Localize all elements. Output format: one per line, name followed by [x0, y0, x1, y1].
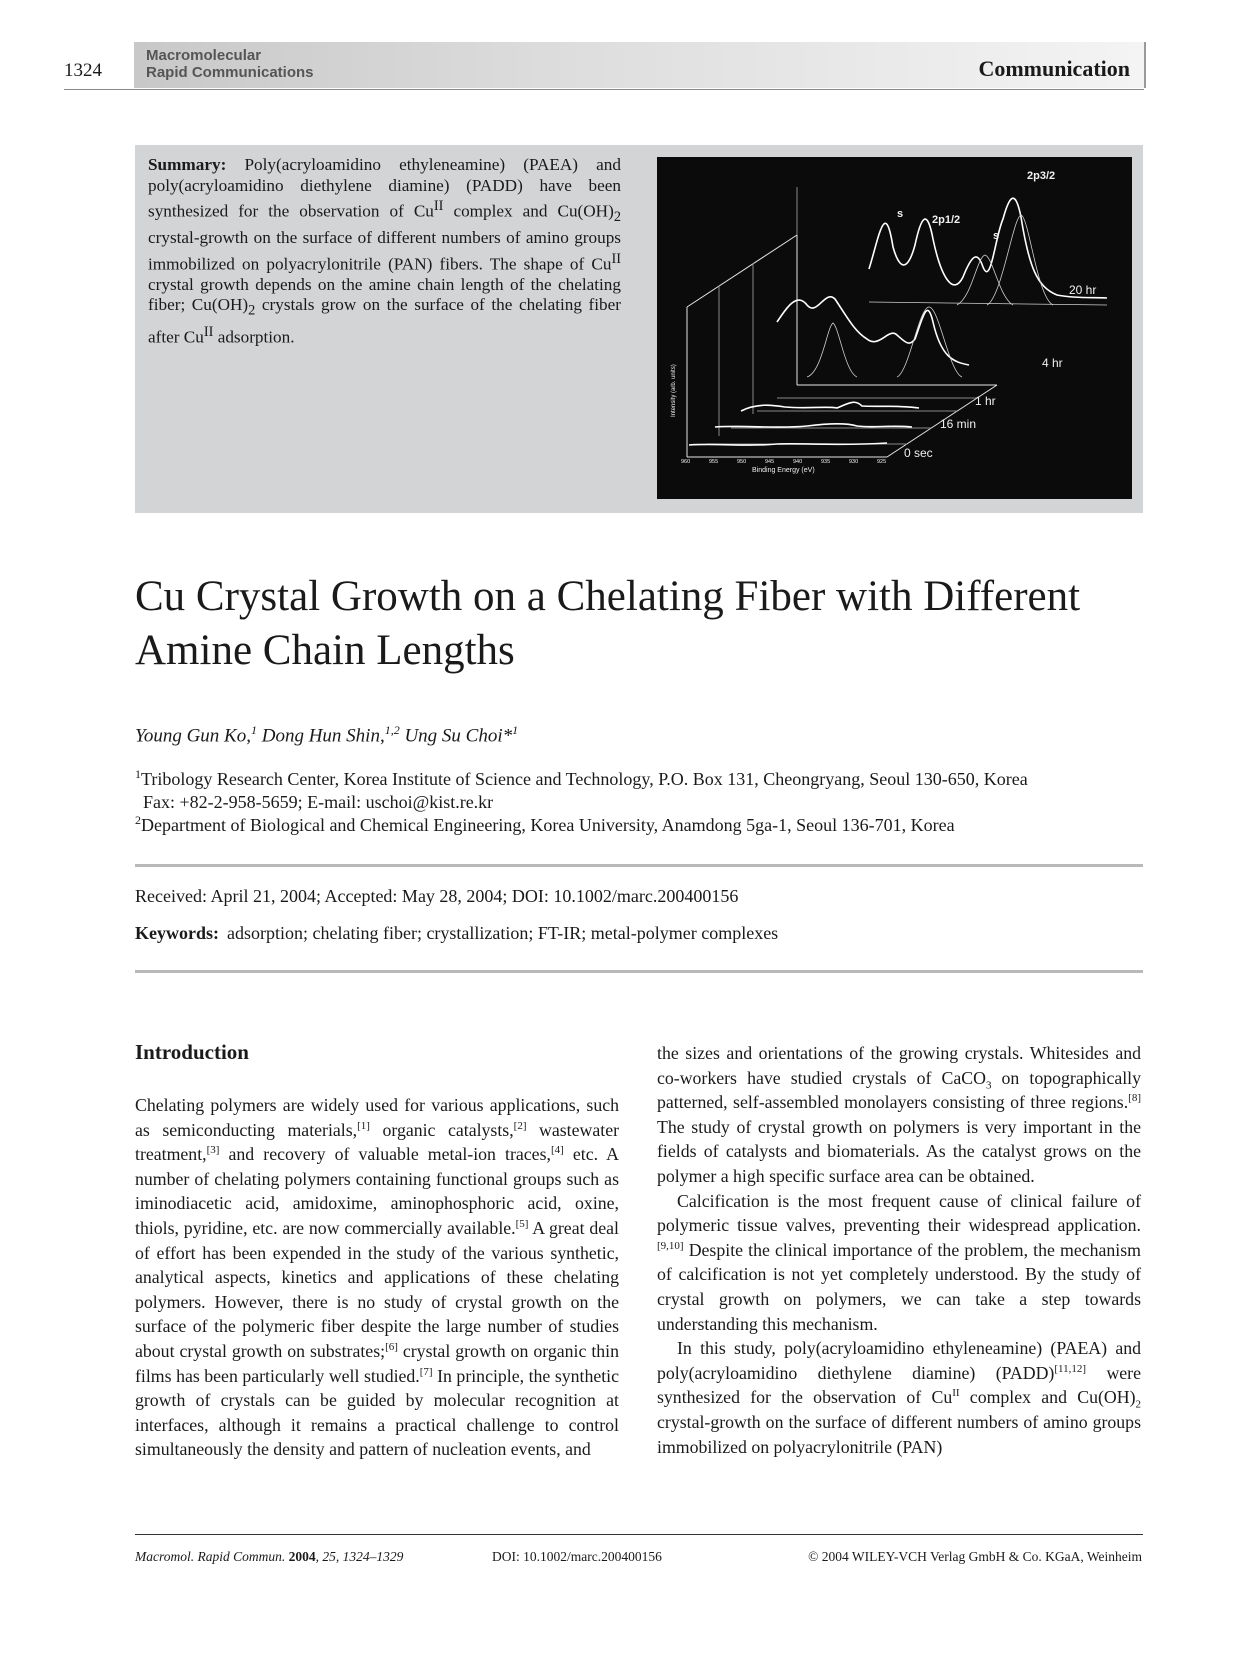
- footer-vol-pages: , 25, 1324–1329: [315, 1549, 404, 1564]
- subscript: 2: [1135, 1398, 1141, 1411]
- citation-ref: [11,12]: [1054, 1362, 1087, 1375]
- page-number: 1324: [64, 60, 102, 81]
- citation-ref: [4]: [550, 1144, 564, 1157]
- xps-figure: [657, 157, 1132, 499]
- divider-bottom: [135, 970, 1143, 973]
- text-run: A great deal of effort has been expended in the study of the various synthetic, analytical aspects, kinetics and applications of these chelating polymers. However, there is no study of crystal growth on the surface of the polymeric fiber despite the large number of studies about crystal growth on substrates;: [135, 1217, 619, 1361]
- summary-label: Summary:: [148, 155, 227, 174]
- section-label: Communication: [978, 56, 1130, 81]
- section-heading-introduction: Introduction: [135, 1040, 249, 1064]
- footer-journal: Macromol. Rapid Commun.: [135, 1549, 286, 1564]
- citation-ref: [9,10]: [657, 1239, 684, 1252]
- summary-text-run: adsorption.: [213, 327, 295, 347]
- journal-name-line2: Rapid Communications: [146, 64, 314, 81]
- series-label-20-hr: 20 hr: [1069, 283, 1097, 297]
- summary-text-run: crystal-growth on the surface of different numbers of amino groups immobilized on polyacrylonitrile (PAN) fibers. The shape of Cu: [148, 227, 621, 274]
- y-axis-label: Intensity (arb. units): [671, 364, 677, 417]
- trace-0-sec: [689, 443, 887, 445]
- received-line: Received: April 21, 2004; Accepted: May 28, 2004; DOI: 10.1002/marc.200400156: [135, 886, 739, 906]
- paragraph: [135, 1093, 619, 1462]
- summary-text-run: crystals grow on the surface of the chelating fiber after Cu: [148, 295, 621, 347]
- superscript: II: [203, 323, 214, 340]
- text-run: the sizes and orientations of the growing crystals. Whitesides and co-workers have studied crystals of CaCO: [657, 1043, 1141, 1088]
- text-run: Despite the clinical importance of the problem, the mechanism of calcification is not yet completely understood. By the study of crystal growth on polymers, we can take a step towards understanding this mechanism.: [657, 1239, 1141, 1334]
- trace-16-min: [715, 424, 912, 427]
- citation-ref: [5]: [515, 1218, 529, 1231]
- text-run: Calcification is the most frequent cause of clinical failure of polymeric tissue valves, preventing their widespread application.: [657, 1190, 1141, 1236]
- keywords-label: Keywords:: [135, 923, 219, 943]
- peak-label-s2: s: [993, 230, 1000, 242]
- summary-text: [148, 155, 621, 348]
- affiliation-2-text: Department of Biological and Chemical Engineering, Korea University, Anamdong 5ga-1, Seoul 136-701, Korea: [141, 815, 955, 835]
- text-run: organic catalysts,: [369, 1119, 514, 1140]
- article-title-line1: Cu Crystal Growth on a Chelating Fiber with Different: [135, 573, 1081, 620]
- fit-20hr-a: [957, 255, 1013, 305]
- summary-text-run: crystal growth depends on the amine chain length of the chelating fiber; Cu(OH): [148, 274, 621, 315]
- body-column-left: [135, 1093, 619, 1462]
- citation-ref: [3]: [206, 1144, 220, 1157]
- citation-ref: [7]: [419, 1365, 433, 1378]
- text-run: were synthesized for the observation of Cu: [657, 1362, 1141, 1408]
- affiliation-1: [135, 763, 1145, 814]
- keywords-text: adsorption; chelating fiber; crystallization; FT-IR; metal-polymer complexes: [227, 923, 779, 943]
- text-run: The study of crystal growth on polymers is very important in the fields of catalysts and biomaterials. As the catalyst grows on the polymer a high specific surface area can be obtained.: [657, 1116, 1141, 1186]
- summary-box: [135, 145, 1143, 513]
- superscript: II: [611, 250, 621, 267]
- subscript: 2: [248, 302, 256, 319]
- affiliation-sup: 2: [135, 813, 141, 827]
- citation-ref: [1]: [357, 1119, 370, 1132]
- divider-top: [135, 864, 1143, 867]
- footer-citation: [135, 1549, 403, 1565]
- series-label-16-min: 16 min: [940, 417, 977, 431]
- x-tick-label: 935: [821, 459, 831, 465]
- axis-back-top: [687, 235, 797, 307]
- summary-text-run: complex and Cu(OH): [443, 201, 614, 221]
- x-tick-label: 955: [709, 459, 719, 465]
- citation-ref: [8]: [1128, 1092, 1141, 1105]
- paragraph: [657, 1041, 1141, 1189]
- author-affil-sup: 1: [512, 723, 519, 737]
- peak-label-2p3-2: 2p3/2: [1027, 170, 1056, 182]
- affiliation-2: [135, 809, 1145, 837]
- paragraph: [657, 1189, 1141, 1337]
- footer-year: 2004: [288, 1549, 316, 1564]
- peak-label-s1: s: [897, 208, 904, 220]
- footer-doi: DOI: 10.1002/marc.200400156: [492, 1549, 662, 1564]
- text-run: on topographically patterned, self-assembled monolayers consisting of three regions.: [657, 1067, 1142, 1113]
- series-label-4-hr: 4 hr: [1042, 356, 1063, 370]
- affiliation-sup: 1: [135, 767, 141, 781]
- header-rule: [64, 89, 1144, 90]
- text-run: In this study, poly(acryloamidino ethyleneamine) (PAEA) and poly(acryloamidino diethylene diamine) (PADD): [657, 1338, 1141, 1383]
- journal-name-line1: Macromolecular: [146, 47, 262, 64]
- series-label-0-sec: 0 sec: [904, 446, 933, 460]
- subscript: 3: [985, 1079, 992, 1092]
- text-run: complex and Cu(OH): [959, 1387, 1136, 1408]
- article-title-line2: Amine Chain Lengths: [135, 627, 515, 674]
- body-column-right: [657, 1041, 1141, 1459]
- author-affil-sup: 1: [250, 723, 257, 737]
- contact-info: Fax: +82-2-958-5659; E-mail: uschoi@kist.re.kr: [143, 792, 494, 812]
- article-title: [135, 570, 1145, 678]
- author-name: Dong Hun Shin,: [261, 725, 385, 747]
- paragraph: [657, 1336, 1141, 1459]
- x-tick-label: 930: [849, 459, 859, 465]
- trace-4-hr: [777, 297, 969, 365]
- peak-label-2p1-2: 2p1/2: [932, 214, 961, 226]
- fit-20hr-b: [987, 215, 1053, 305]
- xps-waterfall-chart: [657, 157, 1132, 499]
- trace-1-hr: [741, 402, 919, 411]
- author-list: [135, 723, 518, 747]
- text-run: and recovery of valuable metal-ion traces,: [219, 1144, 551, 1165]
- text-run: crystal growth on organic thin films has been particularly well studied.: [135, 1340, 620, 1386]
- text-run: crystal-growth on the surface of different numbers of amino groups immobilized on polyacrylonitrile (PAN): [657, 1411, 1141, 1457]
- x-tick-label: 925: [877, 459, 887, 465]
- summary-text-run: Poly(acryloamidino ethyleneamine) (PAEA) and poly(acryloamidino diethylene diamine) (PADD) have been synthesized for the observation of Cu: [148, 155, 621, 221]
- keywords-line: [135, 923, 778, 944]
- superscript: II: [952, 1387, 960, 1400]
- x-tick-label: 950: [737, 459, 747, 465]
- subscript: 2: [613, 209, 621, 226]
- citation-ref: [6]: [385, 1341, 398, 1354]
- author-name: Young Gun Ko,: [135, 725, 251, 747]
- footer-rule: [135, 1534, 1143, 1535]
- text-run: etc. A number of chelating polymers containing functional groups such as iminodiacetic acid, amidoxime, aminophosphoric acid, oxine, thiols, pyridine, etc. are now commercially available.: [135, 1144, 620, 1238]
- journal-name: [146, 47, 314, 81]
- text-run: wastewater treatment,: [135, 1119, 620, 1165]
- text-run: Chelating polymers are widely used for various applications, such as semiconducting materials,: [135, 1095, 619, 1140]
- x-axis-label: Binding Energy (eV): [752, 467, 815, 474]
- author-affil-sup: 1,2: [384, 723, 400, 737]
- series-label-1-hr: 1 hr: [975, 394, 996, 408]
- author-name: Ung Su Choi*: [404, 725, 513, 747]
- x-tick-label: 960: [681, 459, 691, 465]
- citation-ref: [2]: [513, 1119, 527, 1132]
- text-run: In principle, the synthetic growth of crystals can be guided by molecular recognition at interfaces, although it remains a practical challenge to control simultaneously the density and pattern of nucleation events, and: [135, 1365, 620, 1460]
- footer-copyright: © 2004 WILEY-VCH Verlag GmbH & Co. KGaA, Weinheim: [808, 1549, 1142, 1564]
- superscript: II: [433, 198, 444, 215]
- x-tick-label: 940: [793, 459, 803, 465]
- fit-4hr-a: [807, 323, 857, 377]
- affiliation-1-text: Tribology Research Center, Korea Institute of Science and Technology, P.O. Box 131, Cheongryang, Seoul 130-650, Korea: [141, 769, 1028, 789]
- x-tick-label: 945: [765, 459, 775, 465]
